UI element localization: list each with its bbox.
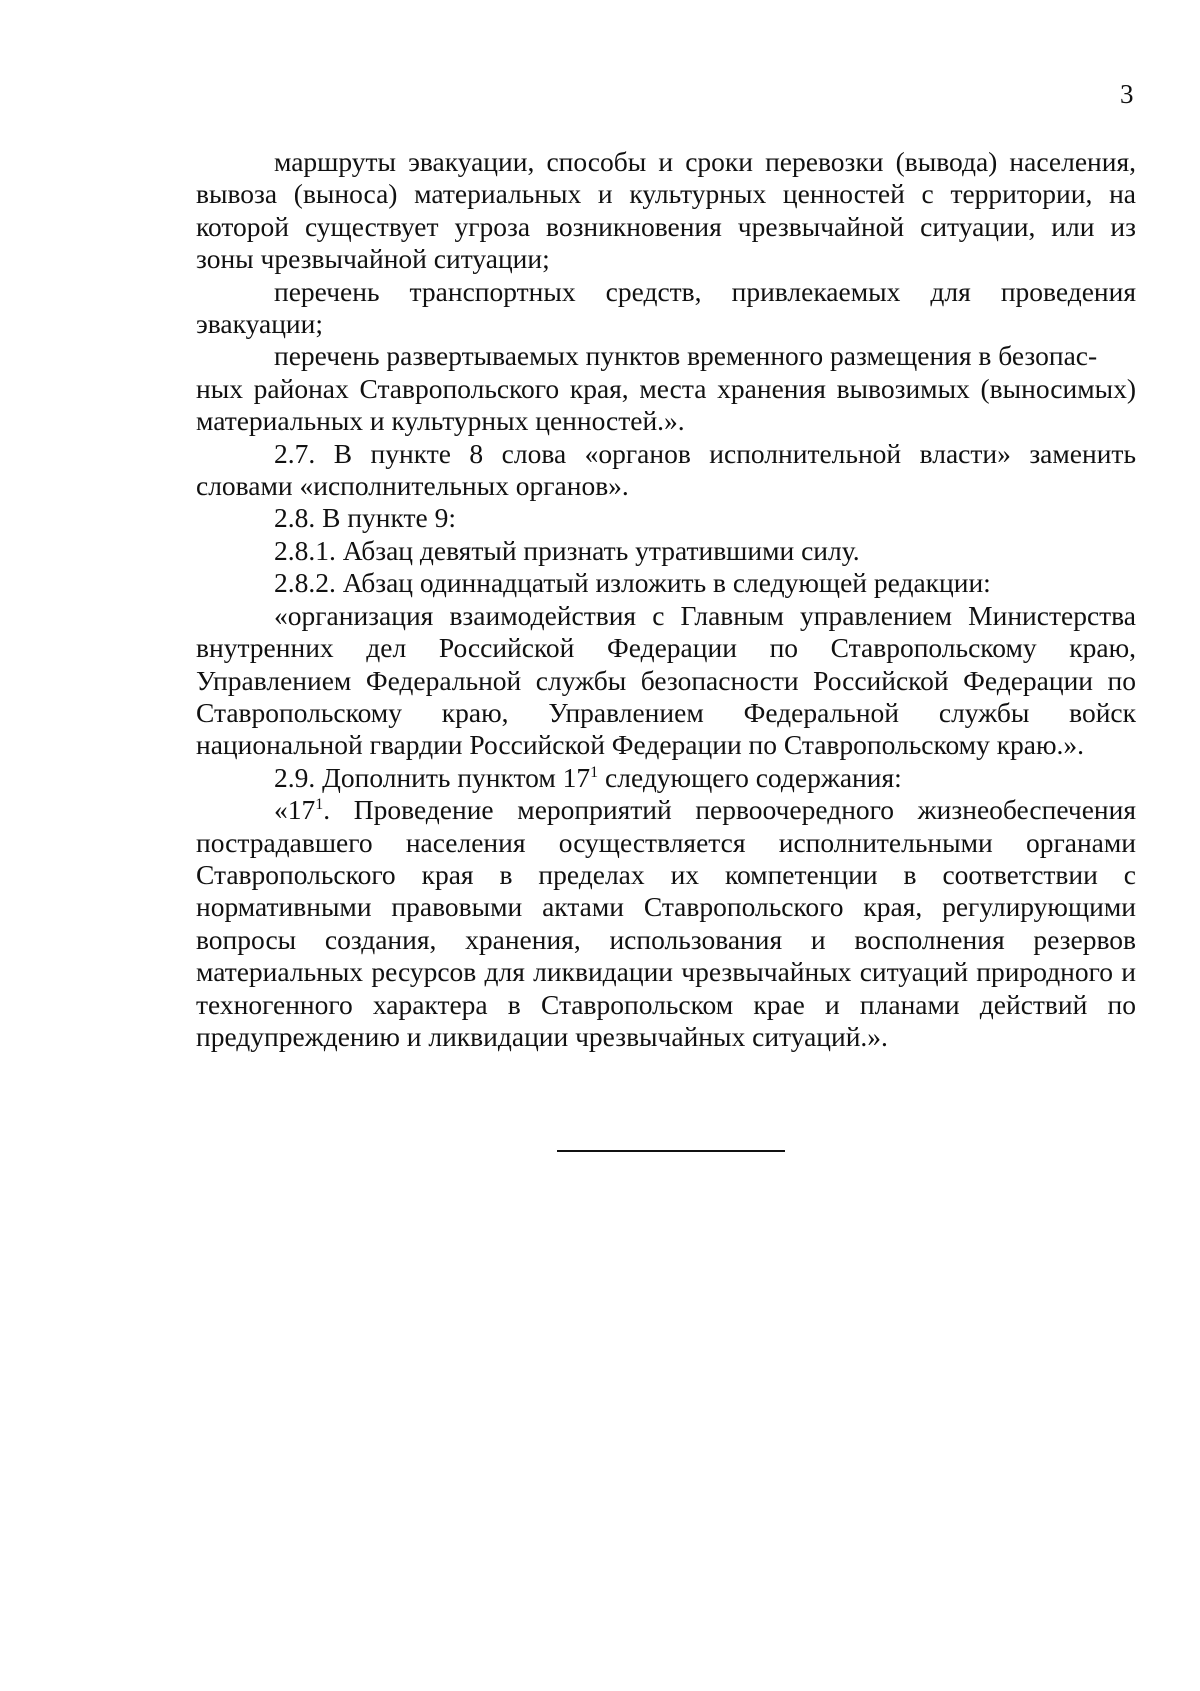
paragraph-17-1 — [196, 794, 1136, 1053]
page-number: 3 — [1120, 79, 1134, 109]
paragraph-interaction: «организация взаимодействия с Главным управлением Министерства внутренних дел Российской Федерации по Ставропольскому краю, Управлением Федеральной службы безопасности Российской Федерации по Ставропольскому краю, Управлением Федеральной службы войск национальной гвардии Российской Федерации по Ставропольскому краю.». — [196, 599, 1136, 761]
paragraph-vehicle-list: перечень транспортных средств, привлекаемых для проведения эвакуации; — [196, 275, 1136, 340]
paragraph-2-9-end: следующего содержания: — [598, 761, 902, 793]
paragraph-17-1-end: . Проведение мероприятий первоочередного жизнеобеспечения пострадавшего населения осуществляется исполнительными органами Ставропольского края в пределах их компетенции в соответствии с нормативными правовыми актами Ставропольского края, регулирующими вопросы создания, хранения, использования и восполнения резервов материальных ресурсов для ликвидации чрезвычайных ситуаций природного и техногенного характера в Ставропольском крае и планами действий по предупреждению и ликвидации чрезвычайных ситуаций.». — [196, 794, 1136, 1052]
end-of-document-rule — [557, 1150, 785, 1152]
superscript-marker: 1 — [590, 763, 599, 781]
paragraph-2-8-1: 2.8.1. Абзац девятый признать утратившими силу. — [274, 534, 860, 566]
paragraph-2-8-2: 2.8.2. Абзац одиннадцатый изложить в следующей редакции: — [274, 567, 991, 599]
paragraph-2-9-start: 2.9. Дополнить пунктом 17 — [274, 761, 591, 793]
paragraph-temporary-points-line-2: ных районах Ставропольского края, места хранения вывозимых (выносимых) материальных и культурных ценностей.». — [196, 372, 1136, 437]
paragraph-evacuation-routes: маршруты эвакуации, способы и сроки перевозки (вывода) населения, вывоза (выноса) материальных и культурных ценностей с территории, на которой существует угроза возникновения чрезвычайной ситуации, или из зоны чрезвычайной ситуации; — [196, 146, 1136, 275]
paragraph-temporary-points — [196, 340, 1136, 437]
paragraph-2-7: 2.7. В пункте 8 слова «органов исполнительной власти» заменить словами «исполнительных органов». — [196, 437, 1136, 502]
paragraph-temporary-points-line-1: перечень развертываемых пунктов временного размещения в безопас- — [274, 340, 1098, 372]
document-body — [196, 146, 1136, 1053]
paragraph-2-8: 2.8. В пункте 9: — [274, 502, 457, 534]
superscript-marker: 1 — [315, 796, 324, 814]
paragraph-2-9 — [196, 762, 1136, 794]
paragraph-17-1-start: «17 — [274, 794, 316, 826]
